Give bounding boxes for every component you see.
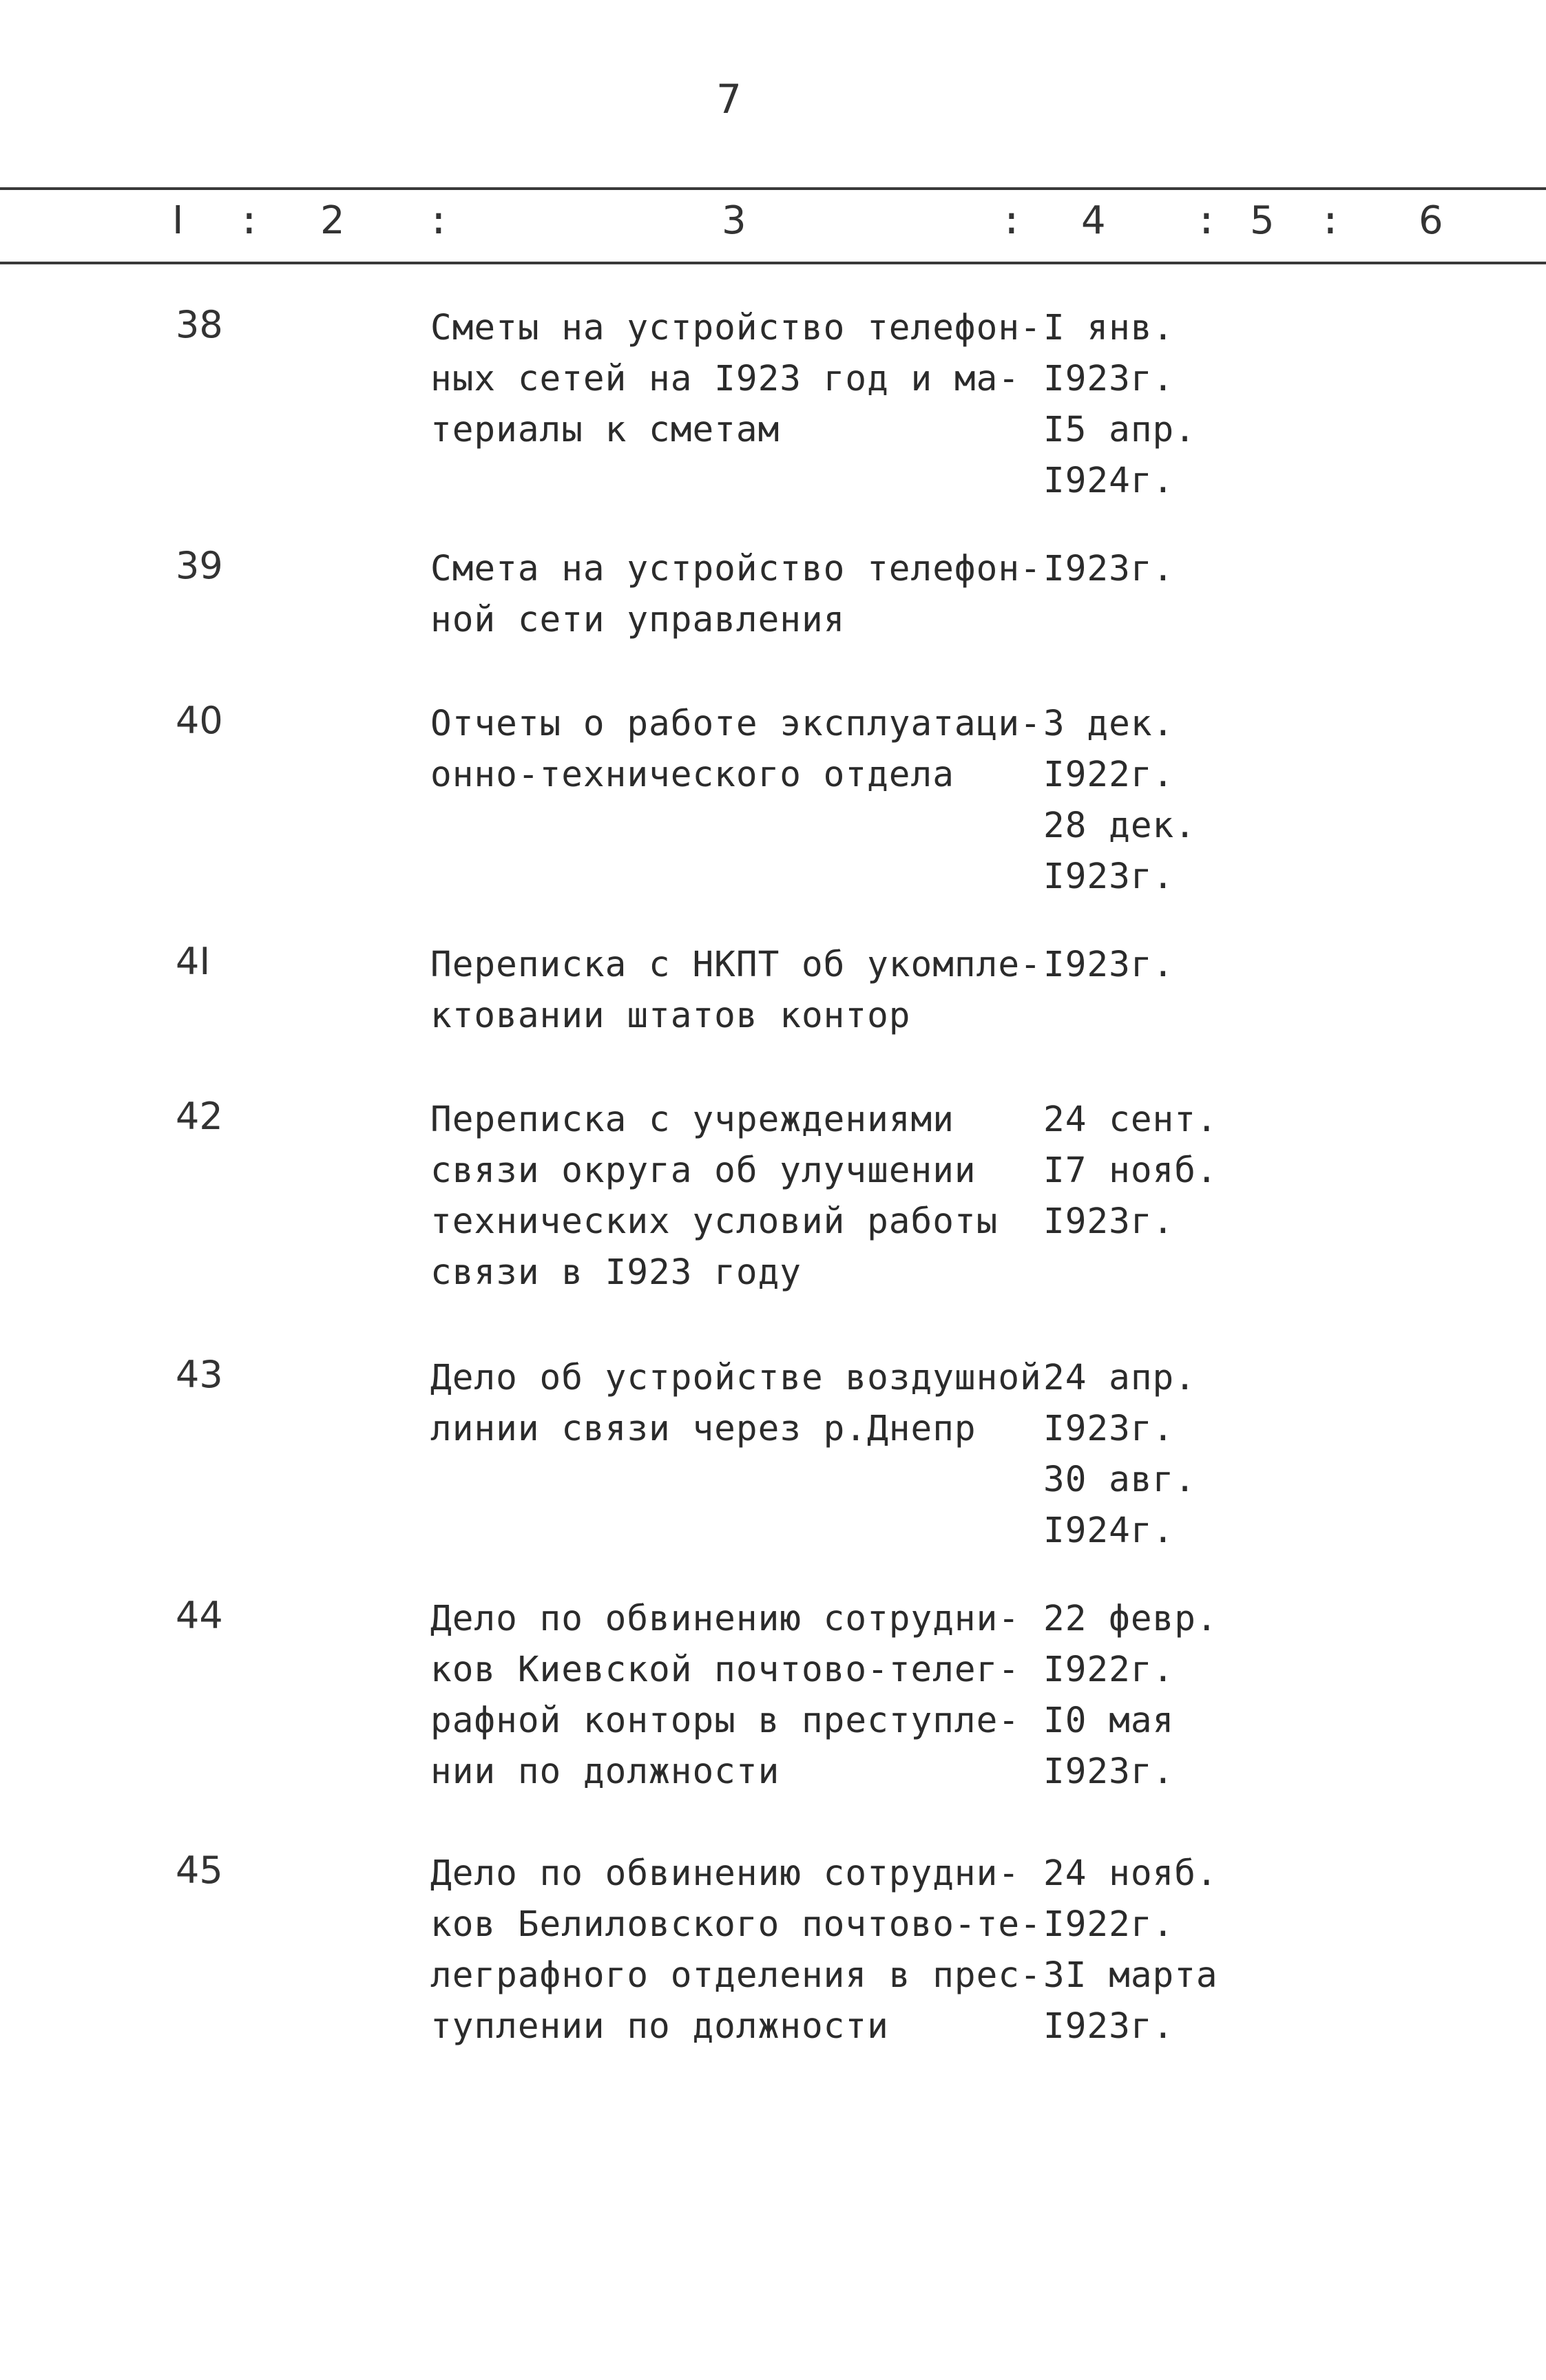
date-line: I922г. [1043, 1650, 1175, 1690]
date-line: I923г. [1043, 2006, 1175, 2047]
row-number: 43 [176, 1353, 223, 1396]
description-line: онно-технического отдела [430, 755, 954, 795]
description-line: Смета на устройство телефон- [430, 549, 1042, 589]
header-bottom-rule [0, 262, 1546, 264]
date-line: 28 дек. [1043, 805, 1196, 846]
description-line: рафной конторы в преступле- [430, 1700, 1021, 1741]
column-header-5: 5 [1250, 198, 1275, 243]
date-line: I янв. [1043, 308, 1175, 348]
description-line: линии связи через р.Днепр [430, 1409, 976, 1449]
page-number: 7 [716, 76, 742, 123]
column-separator: : [1195, 198, 1218, 243]
row-dates [1043, 1594, 1271, 1798]
description-line: ктовании штатов контор [430, 996, 911, 1036]
description-line: ной сети управления [430, 600, 846, 640]
date-line: I923г. [1043, 549, 1175, 589]
description-line: связи в I923 году [430, 1252, 802, 1293]
row-description [430, 1095, 1050, 1298]
row-description [430, 699, 1050, 801]
description-line: Дело по обвинению сотрудни- [430, 1599, 1021, 1639]
column-separator: : [1000, 198, 1023, 243]
description-line: туплении по должности [430, 2006, 889, 2047]
column-header-4: 4 [1081, 198, 1106, 243]
row-number: 45 [176, 1849, 223, 1892]
description-line: связи округа об улучшении [430, 1150, 976, 1191]
column-header-1: I [172, 198, 184, 243]
date-line: I923г. [1043, 945, 1175, 985]
date-line: 30 авг. [1043, 1460, 1196, 1500]
date-line: 24 нояб. [1043, 1853, 1218, 1894]
row-dates [1043, 303, 1271, 507]
row-dates [1043, 1353, 1271, 1557]
column-header-3: 3 [722, 198, 746, 243]
row-description [430, 1849, 1050, 2052]
row-number: 40 [176, 699, 223, 742]
description-line: Переписка с учреждениями [430, 1099, 954, 1140]
date-line: 24 сент. [1043, 1099, 1218, 1140]
row-description [430, 1353, 1050, 1455]
row-dates [1043, 1095, 1271, 1247]
date-line: I924г. [1043, 1510, 1175, 1551]
date-line: 22 февр. [1043, 1599, 1218, 1639]
description-line: леграфного отделения в прес- [430, 1955, 1042, 1996]
header-top-rule [0, 187, 1546, 190]
date-line: I922г. [1043, 755, 1175, 795]
date-line: I0 мая [1043, 1700, 1175, 1741]
column-separator: : [427, 198, 450, 243]
description-line: ных сетей на I923 год и ма- [430, 359, 1021, 399]
description-line: Дело об устройстве воздушной [430, 1358, 1042, 1398]
column-separator: : [238, 198, 261, 243]
column-header-6: 6 [1419, 198, 1443, 243]
date-line: I923г. [1043, 1201, 1175, 1242]
date-line: I923г. [1043, 1751, 1175, 1792]
date-line: I923г. [1043, 1409, 1175, 1449]
row-description [430, 544, 1050, 646]
column-separator: : [1319, 198, 1342, 243]
date-line: 3I марта [1043, 1955, 1218, 1996]
description-line: технических условий работы [430, 1201, 999, 1242]
column-header-2: 2 [320, 198, 345, 243]
date-line: I923г. [1043, 856, 1175, 897]
row-dates [1043, 940, 1271, 991]
date-line: I924г. [1043, 461, 1175, 501]
description-line: нии по должности [430, 1751, 780, 1792]
row-number: 39 [176, 544, 223, 587]
description-line: Отчеты о работе эксплуатаци- [430, 704, 1042, 744]
description-line: ков Киевской почтово-телег- [430, 1650, 1021, 1690]
row-dates [1043, 1849, 1271, 2052]
row-number: 44 [176, 1594, 223, 1637]
row-number: 42 [176, 1095, 223, 1138]
date-line: 3 дек. [1043, 704, 1175, 744]
description-line: Переписка с НКПТ об укомпле- [430, 945, 1042, 985]
description-line: териалы к сметам [430, 410, 780, 450]
row-description [430, 303, 1050, 456]
description-line: ков Белиловского почтово-те- [430, 1904, 1042, 1945]
date-line: 24 апр. [1043, 1358, 1196, 1398]
row-dates [1043, 544, 1271, 595]
description-line: Дело по обвинению сотрудни- [430, 1853, 1021, 1894]
date-line: I5 апр. [1043, 410, 1196, 450]
date-line: I7 нояб. [1043, 1150, 1218, 1191]
row-dates [1043, 699, 1271, 903]
date-line: I922г. [1043, 1904, 1175, 1945]
row-number: 4I [176, 940, 211, 983]
date-line: I923г. [1043, 359, 1175, 399]
row-number: 38 [176, 303, 223, 346]
row-description [430, 1594, 1050, 1798]
row-description [430, 940, 1050, 1042]
description-line: Сметы на устройство телефон- [430, 308, 1042, 348]
